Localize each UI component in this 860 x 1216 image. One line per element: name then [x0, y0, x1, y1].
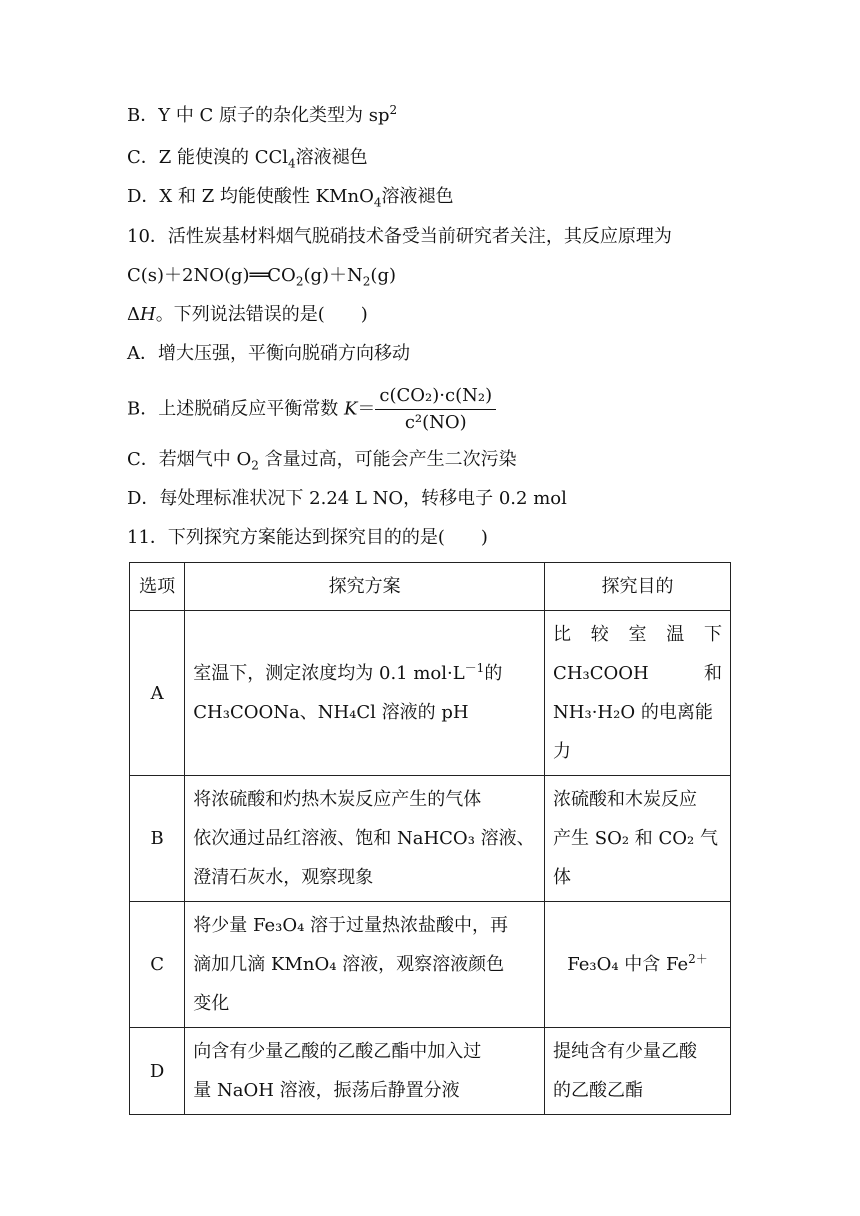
plan-line: 澄清石灰水，观察现象: [193, 867, 374, 888]
q9-option-c-text-end: 溶液褪色: [295, 147, 368, 168]
equation-co2: CO: [267, 265, 296, 286]
goal-text: Fe₃O₄ 中含 Fe: [567, 954, 689, 975]
row-plan: [185, 776, 545, 902]
plan-line: 向含有少量乙酸的乙酸乙酯中加入过: [193, 1041, 482, 1062]
goal-line: 力: [553, 741, 572, 762]
q11-table: [129, 562, 731, 1115]
plan-line: 变化: [193, 993, 230, 1014]
row-plan: [185, 902, 545, 1028]
sup: －1: [464, 661, 485, 675]
plan-line: [193, 654, 536, 693]
equilibrium-fraction: [375, 384, 496, 435]
plan-text: 室温下，测定浓度均为 0.1 mol·L: [193, 663, 465, 684]
row-option: C: [130, 902, 185, 1028]
q10-option-c: [127, 448, 517, 472]
equilibrium-arrow: ══: [249, 265, 268, 286]
sup: 2＋: [688, 952, 708, 966]
plan-line: 将少量 Fe₃O₄ 溶于过量热浓盐酸中，再: [193, 915, 509, 936]
table-row: [130, 776, 731, 902]
row-option: B: [130, 776, 185, 902]
plan-line: 滴加几滴 KMnO₄ 溶液，观察溶液颜色: [193, 954, 505, 975]
table-header-row: [130, 563, 731, 611]
q10-question: 。下列说法错误的是( ): [155, 304, 368, 325]
sub: 2: [362, 274, 371, 289]
q9-option-d-text: D．X 和 Z 均能使酸性 KMnO: [127, 186, 374, 207]
enthalpy-symbol: H: [140, 304, 156, 325]
q10-stem: 10．活性炭基材料烟气脱硝技术备受当前研究者关注，其反应原理为: [127, 226, 672, 247]
goal-line: 的乙酸乙酯: [553, 1080, 644, 1101]
q9-option-c: [127, 146, 368, 170]
q9-option-b-text: B．Y 中 C 原子的杂化类型为 sp: [127, 105, 390, 126]
header-option: 选项: [130, 563, 185, 611]
constant-k: K: [343, 398, 358, 420]
goal-line: NH₃·H₂O 的电离能: [553, 702, 713, 723]
header-goal: 探究目的: [545, 563, 731, 611]
row-goal: [545, 611, 731, 776]
row-plan: [185, 611, 545, 776]
plan-text-end: 的: [484, 663, 503, 684]
table-row: [130, 611, 731, 776]
q9-option-c-text: C．Z 能使溴的 CCl: [127, 147, 289, 168]
row-goal: [545, 776, 731, 902]
sub: 2: [295, 274, 304, 289]
q10-option-d: D．每处理标准状况下 2.24 L NO，转移电子 0.2 mol: [127, 488, 567, 509]
row-plan: [185, 1028, 545, 1115]
q10-option-b: [127, 384, 496, 435]
row-goal: [545, 1028, 731, 1115]
fraction-numerator: c(CO₂)·c(N₂): [375, 384, 496, 410]
goal-text: 和: [704, 663, 722, 684]
q9-option-d-text-end: 溶液褪色: [381, 186, 454, 207]
equals: ＝: [357, 398, 376, 420]
row-option: A: [130, 611, 185, 776]
sub: 2: [251, 458, 259, 473]
q10-option-c-text: C．若烟气中 O: [127, 449, 252, 470]
goal-line: 比 较 室 温 下: [553, 624, 722, 645]
plan-line: 依次通过品红溶液、饱和 NaHCO₃ 溶液、: [193, 828, 535, 849]
plan-line: 量 NaOH 溶液，振荡后静置分液: [193, 1080, 460, 1101]
goal-line: 提纯含有少量乙酸: [553, 1041, 698, 1062]
row-option: D: [130, 1028, 185, 1115]
goal-line: 浓硫酸和木炭反应: [553, 789, 698, 810]
delta: Δ: [127, 304, 140, 325]
q10-equation: [127, 264, 396, 288]
goal-line: [553, 654, 722, 693]
q9-option-b: [127, 104, 397, 128]
q11-stem: 11．下列探究方案能达到探究目的的是( ): [127, 527, 488, 548]
sup: 2: [389, 103, 398, 117]
plan-line: CH₃COONa、NH₄Cl 溶液的 pH: [193, 702, 469, 723]
q9-option-d: [127, 185, 454, 209]
goal-line: 体: [553, 867, 572, 888]
equation-n2: (g)＋N: [303, 265, 363, 286]
sub: 4: [373, 195, 382, 210]
equation-end: (g): [370, 265, 396, 286]
table-row: [130, 902, 731, 1028]
q10-option-a: A．增大压强，平衡向脱硝方向移动: [127, 343, 410, 364]
fraction-denominator: c²(NO): [404, 412, 467, 433]
q10-enthalpy: [127, 303, 368, 327]
sub: 4: [288, 156, 296, 171]
plan-line: 将浓硫酸和灼热木炭反应产生的气体: [193, 789, 482, 810]
q10-option-c-text-end: 含量过高，可能会产生二次污染: [258, 449, 517, 470]
q10-option-b-text: B．上述脱硝反应平衡常数: [127, 398, 344, 420]
equation-left: C(s)＋2NO(g): [127, 265, 250, 286]
row-goal: [545, 902, 731, 1028]
goal-text: CH₃COOH: [553, 663, 649, 684]
header-plan: 探究方案: [185, 563, 545, 611]
goal-line: 产生 SO₂ 和 CO₂ 气: [553, 828, 718, 849]
table-row: [130, 1028, 731, 1115]
